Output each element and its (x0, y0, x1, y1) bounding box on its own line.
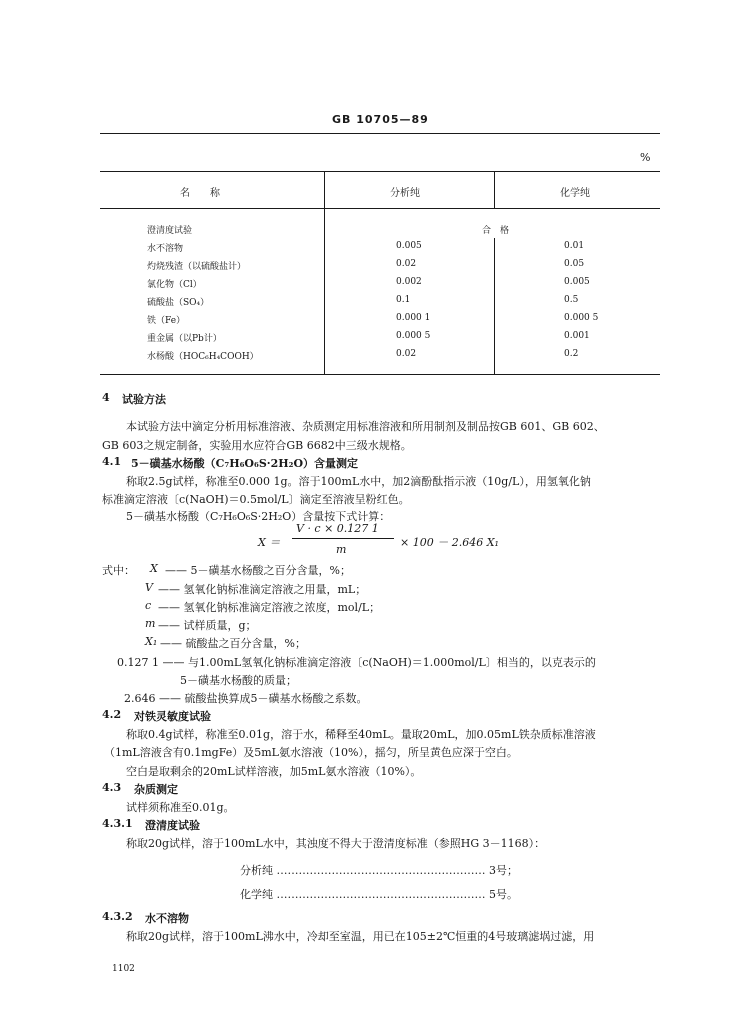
table-row-cp: 0.2 (564, 349, 579, 359)
page-number: 1102 (112, 964, 135, 974)
def-description: —— 氢氧化钠标准滴定溶液之用量，mL； (158, 583, 367, 596)
table-header-rule (100, 208, 660, 209)
table-row-ar: 0.02 (396, 259, 417, 269)
section-4-para-line2: GB 603之规定制备，实验用水应符合GB 6682中三级水规格。 (102, 439, 412, 452)
def-description: —— 试样质量，g； (158, 619, 257, 632)
section-4-3-para: 试样须称准至0.01g。 (126, 801, 235, 814)
formula-tail: × 100 － 2.646 X₁ (400, 536, 499, 549)
table-row-ar: 0.000 5 (396, 331, 431, 341)
standard-number: GB 10705—89 (332, 113, 429, 126)
def-symbol: V (145, 581, 153, 594)
grade-cp-line: 化学纯 ………………………………………………… 5号。 (240, 888, 518, 901)
section-4-1-title: 5－磺基水杨酸（C₇H₆O₆S·2H₂O）含量测定 (131, 457, 359, 470)
table-row-cp: 0.000 5 (564, 313, 599, 323)
formula-lhs: X ＝ (258, 536, 281, 549)
table-row-name: 水杨酸（HOC₆H₄COOH） (147, 352, 259, 362)
section-4-3-2-title: 水不溶物 (145, 912, 189, 925)
table-unit: % (640, 151, 651, 164)
table-row-name: 硫酸盐（SO₄） (147, 298, 210, 308)
section-4-3-1-title: 澄清度试验 (145, 819, 200, 832)
table-row-name: 氯化物（Cl） (147, 280, 202, 290)
table-row-cp: 0.005 (564, 277, 590, 287)
formula-fraction-bar (292, 538, 394, 539)
table-header-name: 名 称 (180, 188, 220, 199)
formula-numerator: V · c × 0.127 1 (296, 522, 379, 535)
section-4-number: 4 (102, 391, 110, 404)
table-row-merged: 合 格 (482, 226, 510, 236)
section-4-2-para-line2: （1mL溶液含有0.1mgFe）及5mL氨水溶液（10%），摇匀，所呈黄色应深于空白。 (104, 746, 518, 759)
section-4-2-para-line1: 称取0.4g试样，称准至0.01g，溶于水，稀释至40mL。量取20mL，加0.05mL铁杂质标准溶液 (126, 728, 596, 741)
table-row-cp: 0.001 (564, 331, 590, 341)
table-row-name: 铁（Fe） (147, 316, 186, 326)
table-row-name: 重金属（以Pb计） (147, 334, 222, 344)
table-row-ar: 0.002 (396, 277, 422, 287)
section-4-2-title: 对铁灵敏度试验 (134, 710, 211, 723)
table-row-name: 澄清度试验 (147, 226, 193, 236)
table-row-cp: 0.5 (564, 295, 579, 305)
section-4-1-number: 4.1 (102, 455, 122, 468)
table-row-cp: 0.05 (564, 259, 585, 269)
table-header-cp: 化学纯 (560, 188, 590, 199)
section-4-1-para-line1: 称取2.5g试样，称准至0.000 1g。溶于100mL水中，加2滴酚酞指示液（10g/L），用氢氧化钠 (126, 475, 591, 488)
def-coefficient-line1: 0.127 1 —— 与1.00mL氢氧化钠标准滴定溶液〔c(NaOH)＝1.000mol/L〕相当的，以克表示的 (117, 656, 596, 669)
table-row-ar: 0.1 (396, 295, 411, 305)
def-description: —— 氢氧化钠标准滴定溶液之浓度，mol/L； (158, 601, 381, 614)
section-4-para-line1: 本试验方法中滴定分析用标准溶液、杂质测定用标准溶液和所用制剂及制品按GB 601、GB 602、 (126, 420, 605, 433)
def-coefficient-line2: 5－磺基水杨酸的质量； (180, 674, 297, 687)
header-rule (100, 133, 660, 134)
formula-denominator: m (336, 543, 347, 556)
table-top-rule (100, 171, 660, 172)
def-description: —— 5－磺基水杨酸之百分含量，%； (165, 564, 351, 577)
table-col-divider-1 (324, 171, 325, 375)
section-4-2-para-blank: 空白是取剩余的20mL试样溶液，加5mL氨水溶液（10%）。 (126, 765, 422, 778)
section-4-3-1-para: 称取20g试样，溶于100mL水中，其浊度不得大于澄清度标准（参照HG 3－1168）： (126, 837, 546, 850)
table-row-ar: 0.000 1 (396, 313, 431, 323)
table-row-ar: 0.02 (396, 349, 417, 359)
section-4-3-2-para: 称取20g试样，溶于100mL沸水中，冷却至室温，用已在105±2℃恒重的4号玻璃滤埚过滤，用 (126, 930, 595, 943)
section-4-1-para-line2: 标准滴定溶液〔c(NaOH)＝0.5mol/L〕滴定至溶液呈粉红色。 (102, 493, 410, 506)
table-row-ar: 0.005 (396, 241, 422, 251)
section-4-3-1-number: 4.3.1 (102, 817, 133, 830)
section-4-title: 试验方法 (122, 393, 166, 406)
table-bottom-rule (100, 374, 660, 375)
table-header-ar: 分析纯 (390, 188, 420, 199)
def-symbol: m (145, 617, 156, 630)
def-description: —— 硫酸盐之百分含量，%； (160, 637, 306, 650)
section-4-1-calc-intro: 5－磺基水杨酸（C₇H₆O₆S·2H₂O）含量按下式计算： (126, 510, 391, 523)
def-symbol: X (150, 562, 158, 575)
where-lead: 式中： (102, 564, 135, 577)
table-row-cp: 0.01 (564, 241, 585, 251)
table-col-divider-2b (494, 238, 495, 375)
section-4-2-number: 4.2 (102, 708, 122, 721)
section-4-3-number: 4.3 (102, 781, 122, 794)
def-symbol: c (145, 599, 152, 612)
section-4-3-2-number: 4.3.2 (102, 910, 133, 923)
table-row-name: 灼烧残渣（以硫酸盐计） (147, 262, 247, 272)
table-col-divider-2 (494, 171, 495, 208)
table-row-name: 水不溶物 (147, 244, 184, 254)
def-symbol: X₁ (145, 635, 158, 648)
grade-ar-line: 分析纯 ………………………………………………… 3号； (240, 864, 518, 877)
def-factor: 2.646 —— 硫酸盐换算成5－磺基水杨酸之系数。 (124, 692, 368, 705)
section-4-3-title: 杂质测定 (134, 783, 178, 796)
